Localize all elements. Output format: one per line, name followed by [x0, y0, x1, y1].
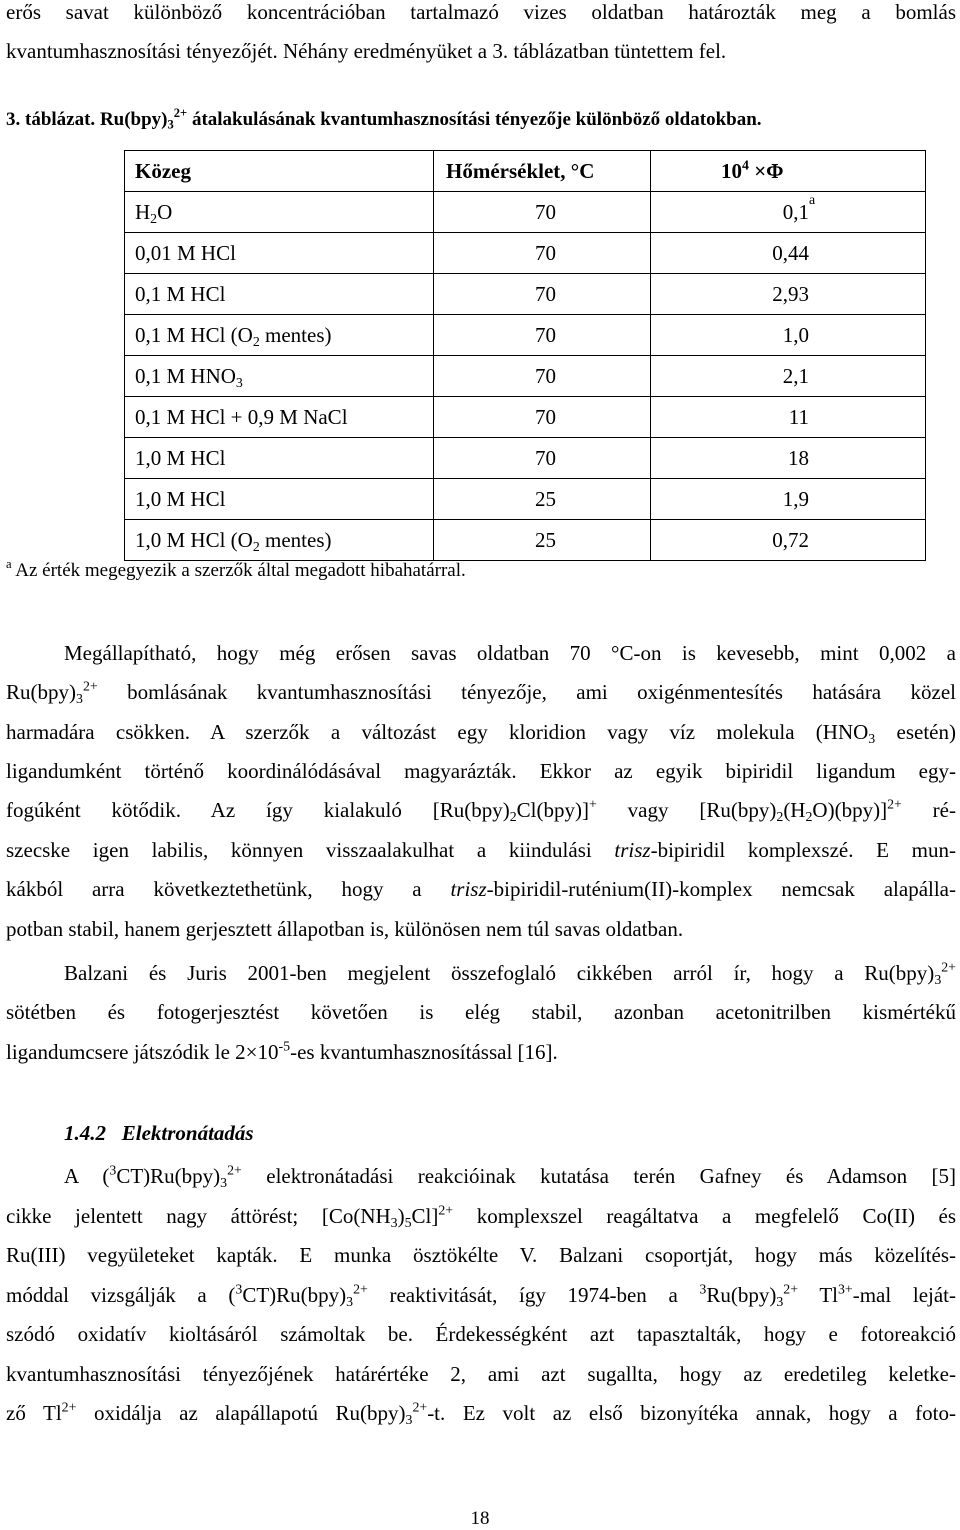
table-body	[125, 192, 926, 561]
caption-sub: 3	[167, 117, 174, 132]
intro-line-1: erős savat különböző koncentrációban tartalmazó vizes oldatban határozták meg a bomlás	[6, 0, 956, 24]
table-row	[125, 397, 926, 438]
para1-line-7: kákból arra következtethetünk, hogy a trisz-bipiridil-ruténium(II)-komplex nemcsak alapálla-	[6, 877, 956, 901]
para1-line-4: ligandumként történő koordinálódásával magyarázták. Ekkor az egyik bipiridil ligandum egy-	[6, 759, 956, 783]
para3-line-7: ző $Tl^{2+}$ oxidálja az alapállapotú $Ru(bpy)_3^{2+}-t$. Ez volt az első bizonyítéka annak, hogy a foto-	[6, 1399, 956, 1427]
cell-phi: 0,44	[651, 233, 926, 274]
para3-line-5: szódó oxidatív kioltásáról számoltak be. Érdekességként azt tapasztalták, hogy e fotoreakció	[6, 1322, 956, 1346]
section-number: 1.4.2	[64, 1121, 106, 1145]
cell-temperature: 70	[434, 192, 651, 233]
header-phi-exp: 4	[742, 156, 749, 172]
cell-phi: 18	[651, 438, 926, 479]
cell-medium: 1,0 M HCl	[125, 479, 434, 520]
section-heading	[64, 1121, 254, 1146]
cell-medium: 1,0 M HCl (O2 mentes)	[125, 520, 434, 561]
page-number: 18	[470, 1508, 490, 1529]
intro-line-2: kvantumhasznosítási tényezőjét. Néhány eredményüket a 3. táblázatban tüntettem fel.	[6, 39, 727, 63]
table-row	[125, 274, 926, 315]
header-temperature: Hőmérséklet, °C	[434, 151, 651, 192]
header-medium: Közeg	[125, 151, 434, 192]
cell-phi: 0,1 a	[651, 192, 926, 233]
table-row	[125, 438, 926, 479]
cell-temperature: 70	[434, 233, 651, 274]
caption-compound: Ru(bpy)	[99, 109, 168, 130]
caption-rest: átalakulásának kvantumhasznosítási tényezője különböző oldatokban.	[191, 109, 762, 130]
cell-phi: 0,72	[651, 520, 926, 561]
para3-line-2: cikke jelentett nagy áttörést; $[Co(NH_3)_5Cl]^{2+}$ komplexszel reagáltatva a megfelelő Co(II) és	[6, 1202, 956, 1230]
cell-temperature: 70	[434, 315, 651, 356]
cell-phi: 1,0	[651, 315, 926, 356]
cell-medium: 1,0 M HCl	[125, 438, 434, 479]
para3-line-4: móddal vizsgálják a $(^3CT)Ru(bpy)_3^{2+}$ reaktivitását, így 1974-ben a $^3Ru(bpy)_3^{2+}$ $Tl^{3+}$-mal leját-	[6, 1281, 957, 1309]
header-phi	[651, 151, 926, 192]
para1-line-8: potban stabil, hanem gerjesztett állapotban is, különösen nem túl savas oldatban.	[6, 917, 684, 941]
cell-temperature: 25	[434, 520, 651, 561]
cell-medium: H2O	[125, 192, 434, 233]
para1-line-2: $Ru(bpy)_3^{2+}$ bomlásának kvantumhasznosítási tényezője, ami oxigénmentesítés hatására közel	[6, 678, 957, 706]
cell-phi: 11	[651, 397, 926, 438]
cell-medium: 0,1 M HNO3	[125, 356, 434, 397]
para3-line-1: A $(^3CT)Ru(bpy)_3^{2+}$ elektronátadási reakcióinak kutatása terén Gafney és Adamson [5]	[64, 1162, 956, 1190]
table-row	[125, 520, 926, 561]
para3-line-3: Ru(III) vegyületeket kapták. E munka ösztökélte V. Balzani csoportját, hogy más közelítés-	[6, 1243, 956, 1267]
header-phi-base: 10	[721, 158, 742, 183]
para3-line-6: kvantumhasznosítási tényezőjének határértéke 2, ami azt sugallta, hogy az eredetileg keletke-	[6, 1362, 956, 1386]
table-row	[125, 192, 926, 233]
table-row	[125, 356, 926, 397]
caption-sup: 2+	[173, 106, 188, 121]
para1-line-6: szecske igen labilis, könnyen visszaalakulhat a kiindulási trisz-bipiridil komplexszé. E mun-	[6, 838, 957, 862]
cell-temperature: 25	[434, 479, 651, 520]
para1-line-1: Megállapítható, hogy még erősen savas oldatban 70 °C-on is kevesebb, mint 0,002 a	[64, 641, 956, 665]
cell-temperature: 70	[434, 274, 651, 315]
cell-medium: 0,1 M HCl (O2 mentes)	[125, 315, 434, 356]
cell-phi: 2,93	[651, 274, 926, 315]
cell-phi: 1,9	[651, 479, 926, 520]
para2-line-1: Balzani és Juris 2001-ben megjelent összefoglaló cikkében arról ír, hogy a $Ru(bpy)_3^{2+}$	[64, 959, 956, 987]
cell-temperature: 70	[434, 397, 651, 438]
para1-line-3: harmadára csökken. A szerzők a változást egy kloridion vagy víz molekula ($HNO_3$ esetén)	[6, 720, 956, 746]
table-row	[125, 233, 926, 274]
table-caption	[6, 108, 956, 132]
footnote-mark: a	[6, 557, 12, 572]
cell-temperature: 70	[434, 356, 651, 397]
caption-label: 3. táblázat.	[6, 109, 96, 130]
cell-medium: 0,1 M HCl + 0,9 M NaCl	[125, 397, 434, 438]
header-phi-rest: ×Φ	[748, 158, 784, 183]
para2-line-2: sötétben és fotogerjesztést követően is elég stabil, azonban acetonitrilben kismértékű	[6, 1000, 956, 1024]
para2-line-3: ligandumcsere játszódik le $2\times 10^{-5}-es$ kvantumhasznosítással [16].	[6, 1038, 558, 1064]
cell-medium: 0,01 M HCl	[125, 233, 434, 274]
section-title: Elektronátadás	[121, 1121, 254, 1145]
table-row	[125, 479, 926, 520]
table-footnote	[6, 557, 466, 582]
data-table	[124, 150, 926, 561]
cell-temperature: 70	[434, 438, 651, 479]
cell-medium: 0,1 M HCl	[125, 274, 434, 315]
table-row	[125, 315, 926, 356]
footnote-text: Az érték megegyezik a szerzők által megadott hibahatárral.	[15, 560, 466, 581]
cell-phi: 2,1	[651, 356, 926, 397]
table-header-row	[125, 151, 926, 192]
para1-line-5: fogúként kötődik. Az így kialakuló $[Ru(bpy)_2Cl(bpy)]^+$ vagy $[Ru(bpy)_2(H_2O)(bpy)]^{2+}$ ré-	[6, 796, 956, 824]
